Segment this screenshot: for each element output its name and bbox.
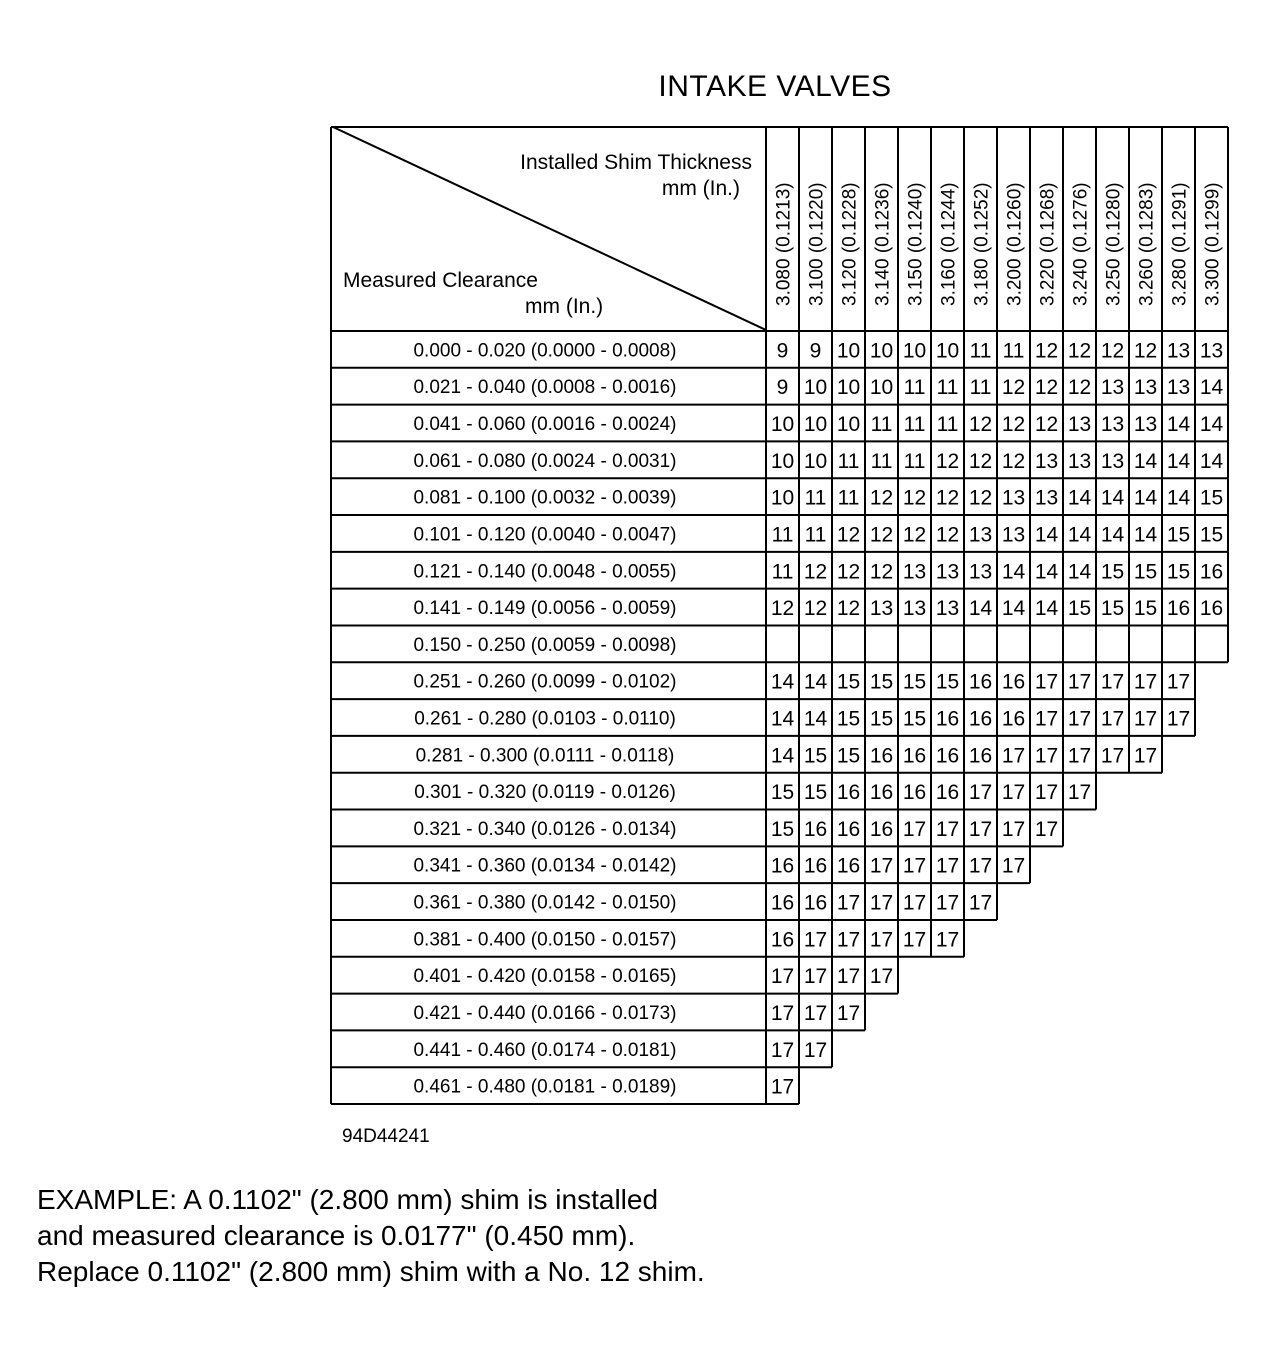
shim-number-cell: 12 (968, 413, 993, 437)
shim-number-cell: 12 (803, 560, 828, 584)
shim-number-cell: 17 (968, 854, 993, 878)
shim-number-cell: 15 (869, 670, 894, 694)
shim-number-cell: 17 (1067, 707, 1092, 731)
shim-number-cell: 10 (770, 413, 795, 437)
shim-number-cell: 10 (803, 376, 828, 400)
shim-number-cell: 11 (1002, 339, 1025, 363)
shim-number-cell: 11 (936, 413, 959, 437)
shim-number-cell: 17 (869, 965, 894, 989)
shim-number-cell: 15 (770, 817, 795, 841)
row-label: 0.461 - 0.480 (0.0181 - 0.0189) (413, 1076, 677, 1098)
shim-number-cell: 11 (771, 523, 794, 547)
shim-number-cell: 17 (836, 1001, 861, 1025)
shim-number-cell: 13 (869, 597, 894, 621)
shim-number-cell: 17 (1067, 670, 1092, 694)
shim-number-cell: 16 (869, 817, 894, 841)
column-header: 3.150 (0.1240) (905, 182, 927, 306)
shim-number-cell: 13 (1001, 486, 1026, 510)
shim-number-cell: 17 (1034, 781, 1059, 805)
shim-number-cell: 16 (1166, 597, 1191, 621)
shim-number-cell: 12 (1001, 376, 1026, 400)
shim-number-cell: 17 (968, 891, 993, 915)
shim-number-cell: 12 (836, 560, 861, 584)
column-header: 3.300 (0.1299) (1202, 182, 1224, 306)
installed-shim-units: mm (In.) (661, 177, 740, 200)
shim-number-cell: 15 (1166, 523, 1191, 547)
column-header: 3.100 (0.1220) (806, 182, 828, 306)
shim-number-cell: 13 (1199, 339, 1224, 363)
shim-number-cell: 16 (1001, 670, 1026, 694)
shim-number-cell: 12 (1067, 376, 1092, 400)
shim-number-cell: 15 (1100, 560, 1125, 584)
row-label: 0.101 - 0.120 (0.0040 - 0.0047) (413, 524, 677, 546)
shim-number-cell: 17 (1166, 670, 1191, 694)
shim-number-cell: 14 (1034, 523, 1059, 547)
shim-number-cell: 11 (870, 413, 893, 437)
column-headers (774, 182, 1224, 306)
row-label: 0.261 - 0.280 (0.0103 - 0.0110) (414, 708, 676, 730)
shim-number-cell: 17 (836, 891, 861, 915)
shim-number-cell: 11 (903, 376, 926, 400)
row-label: 0.000 - 0.020 (0.0000 - 0.0008) (413, 340, 677, 362)
shim-number-cell: 17 (968, 781, 993, 805)
shim-number-cell: 12 (902, 523, 927, 547)
shim-number-cell: 11 (804, 486, 827, 510)
shim-number-cell: 13 (1133, 413, 1158, 437)
shim-number-cell: 17 (1067, 744, 1092, 768)
shim-number-cell: 11 (870, 449, 893, 473)
shim-number-cell: 12 (1067, 339, 1092, 363)
shim-number-cell: 13 (902, 597, 927, 621)
shim-number-cell: 14 (1166, 413, 1191, 437)
shim-number-cell: 15 (902, 707, 927, 731)
shim-number-cell: 16 (968, 744, 993, 768)
shim-number-cell: 13 (968, 560, 993, 584)
shim-number-cell: 17 (836, 965, 861, 989)
row-label: 0.150 - 0.250 (0.0059 - 0.0098) (413, 634, 677, 656)
shim-number-cell: 17 (902, 891, 927, 915)
shim-number-cell: 12 (968, 449, 993, 473)
shim-number-cell: 17 (803, 1038, 828, 1062)
shim-number-cell: 17 (836, 928, 861, 952)
row-label: 0.401 - 0.420 (0.0158 - 0.0165) (413, 966, 677, 988)
shim-number-cell: 16 (902, 781, 927, 805)
shim-number-cell: 17 (935, 928, 960, 952)
column-header: 3.140 (0.1236) (872, 182, 894, 306)
shim-number-cell: 17 (803, 965, 828, 989)
shim-number-cell: 17 (1166, 707, 1191, 731)
shim-number-cell: 17 (1133, 707, 1158, 731)
shim-number-cell: 17 (1100, 670, 1125, 694)
shim-number-cell: 11 (804, 523, 827, 547)
shim-number-cell: 14 (1166, 449, 1191, 473)
row-label: 0.341 - 0.360 (0.0134 - 0.0142) (413, 855, 677, 877)
shim-number-cell: 13 (1001, 523, 1026, 547)
shim-number-cell: 14 (770, 707, 795, 731)
shim-number-cell: 17 (1133, 744, 1158, 768)
shim-number-cell: 9 (776, 376, 789, 400)
shim-number-cell: 11 (969, 376, 992, 400)
shim-number-cell: 14 (1100, 523, 1125, 547)
shim-number-cell: 16 (935, 744, 960, 768)
row-label: 0.061 - 0.080 (0.0024 - 0.0031) (413, 450, 677, 472)
row-label: 0.021 - 0.040 (0.0008 - 0.0016) (413, 377, 677, 399)
shim-number-cell: 17 (869, 854, 894, 878)
shim-number-cell: 17 (770, 1001, 795, 1025)
row-label: 0.361 - 0.380 (0.0142 - 0.0150) (413, 892, 677, 914)
shim-number-cell: 13 (1100, 449, 1125, 473)
shim-number-cell: 17 (935, 891, 960, 915)
shim-number-cell: 13 (1067, 413, 1092, 437)
shim-number-cell: 16 (935, 781, 960, 805)
shim-number-cell: 17 (1001, 817, 1026, 841)
column-header: 3.220 (0.1268) (1037, 182, 1059, 306)
shim-number-cell: 12 (1034, 339, 1059, 363)
shim-number-cell: 16 (968, 670, 993, 694)
shim-number-cell: 15 (1199, 523, 1224, 547)
example-line-2: and measured clearance is 0.0177" (0.450 mm). (37, 1220, 636, 1251)
shim-number-cell: 16 (1001, 707, 1026, 731)
shim-number-cell: 10 (869, 339, 894, 363)
shim-number-cell: 17 (1001, 781, 1026, 805)
shim-number-cell: 13 (1100, 413, 1125, 437)
shim-number-cell: 13 (935, 597, 960, 621)
example-line-1: EXAMPLE: A 0.1102" (2.800 mm) shim is installed (37, 1184, 659, 1215)
shim-number-cell: 15 (869, 707, 894, 731)
shim-number-cell: 13 (1067, 449, 1092, 473)
shim-number-cell: 12 (869, 523, 894, 547)
shim-number-cell: 12 (935, 486, 960, 510)
shim-number-cell: 17 (770, 1075, 795, 1099)
column-header: 3.120 (0.1228) (839, 182, 861, 306)
shim-number-cell: 13 (1166, 376, 1191, 400)
shim-number-cell: 14 (1100, 486, 1125, 510)
shim-number-cell: 13 (902, 560, 927, 584)
shim-number-cell: 17 (803, 1001, 828, 1025)
example-note (37, 1182, 705, 1290)
shim-number-cell: 12 (935, 449, 960, 473)
shim-number-cell: 11 (936, 376, 959, 400)
shim-number-cell: 13 (935, 560, 960, 584)
shim-number-cell: 16 (902, 744, 927, 768)
row-label: 0.281 - 0.300 (0.0111 - 0.0118) (415, 745, 675, 767)
shim-number-cell: 10 (869, 376, 894, 400)
shim-number-cell: 14 (1067, 523, 1092, 547)
row-label: 0.421 - 0.440 (0.0166 - 0.0173) (413, 1002, 677, 1024)
shim-number-cell: 9 (809, 339, 822, 363)
shim-number-cell: 15 (803, 744, 828, 768)
shim-number-cell: 13 (1100, 376, 1125, 400)
shim-number-cell: 12 (869, 560, 894, 584)
shim-number-cell: 15 (902, 670, 927, 694)
shim-number-cell: 16 (935, 707, 960, 731)
shim-number-cell: 17 (770, 965, 795, 989)
shim-number-cell: 12 (902, 486, 927, 510)
row-label: 0.041 - 0.060 (0.0016 - 0.0024) (413, 414, 677, 436)
shim-number-cell: 17 (902, 928, 927, 952)
shim-number-cell: 17 (1100, 707, 1125, 731)
shim-number-cell: 14 (1001, 560, 1026, 584)
row-label: 0.301 - 0.320 (0.0119 - 0.0126) (414, 782, 676, 804)
measured-clearance-header: Measured Clearance (343, 269, 538, 292)
shim-number-cell: 16 (803, 854, 828, 878)
shim-number-cell: 17 (1067, 781, 1092, 805)
column-header: 3.180 (0.1252) (971, 182, 993, 306)
shim-number-cell: 17 (803, 928, 828, 952)
row-label: 0.381 - 0.400 (0.0150 - 0.0157) (413, 929, 677, 951)
shim-number-cell: 14 (1199, 376, 1224, 400)
shim-number-cell: 12 (836, 523, 861, 547)
shim-number-cell: 14 (968, 597, 993, 621)
shim-number-cell: 12 (803, 597, 828, 621)
shim-number-cell: 14 (1067, 486, 1092, 510)
measured-clearance-units: mm (In.) (525, 295, 604, 318)
shim-number-cell: 15 (1133, 597, 1158, 621)
shim-number-cell: 14 (1001, 597, 1026, 621)
column-header: 3.080 (0.1213) (773, 182, 795, 306)
shim-number-cell: 17 (1034, 670, 1059, 694)
column-header: 3.200 (0.1260) (1004, 182, 1026, 306)
row-label: 0.121 - 0.140 (0.0048 - 0.0055) (413, 561, 677, 583)
shim-number-cell: 12 (836, 597, 861, 621)
shim-number-cell: 12 (869, 486, 894, 510)
shim-number-cell: 13 (1133, 376, 1158, 400)
column-header: 3.280 (0.1291) (1169, 182, 1191, 306)
shim-number-cell: 17 (968, 817, 993, 841)
shim-number-cell: 12 (1034, 413, 1059, 437)
shim-number-cell: 12 (1001, 449, 1026, 473)
shim-number-cell: 14 (770, 744, 795, 768)
shim-number-cell: 15 (1100, 597, 1125, 621)
shim-number-cell: 10 (935, 339, 960, 363)
shim-number-cell: 17 (1001, 854, 1026, 878)
shim-number-cell: 14 (1133, 523, 1158, 547)
shim-number-cell: 14 (1034, 597, 1059, 621)
column-header: 3.250 (0.1280) (1103, 182, 1125, 306)
shim-number-cell: 10 (770, 486, 795, 510)
shim-number-cell: 15 (836, 744, 861, 768)
shim-number-cell: 11 (837, 486, 860, 510)
shim-number-cell: 15 (1067, 597, 1092, 621)
installed-shim-header: Installed Shim Thickness (520, 151, 752, 174)
shim-number-cell: 10 (836, 339, 861, 363)
shim-number-cell: 15 (770, 781, 795, 805)
shim-number-cell: 12 (968, 486, 993, 510)
page-title: INTAKE VALVES (658, 70, 892, 103)
shim-number-cell: 17 (869, 891, 894, 915)
row-labels (413, 340, 676, 1097)
shim-number-cell: 11 (969, 339, 992, 363)
shim-number-cell: 17 (902, 817, 927, 841)
shim-number-cell: 13 (1166, 339, 1191, 363)
shim-number-cell: 15 (935, 670, 960, 694)
shim-number-cell: 13 (1034, 486, 1059, 510)
figure-id: 94D44241 (342, 1126, 430, 1147)
shim-number-cell: 14 (1067, 560, 1092, 584)
shim-number-cell: 16 (836, 817, 861, 841)
row-label: 0.321 - 0.340 (0.0126 - 0.0134) (413, 818, 677, 840)
shim-number-cell: 16 (968, 707, 993, 731)
shim-number-cell: 14 (1199, 413, 1224, 437)
row-label: 0.141 - 0.149 (0.0056 - 0.0059) (413, 598, 677, 620)
shim-number-cell: 13 (968, 523, 993, 547)
column-header: 3.260 (0.1283) (1136, 182, 1158, 306)
shim-number-cell: 17 (935, 854, 960, 878)
shim-number-cell: 17 (1100, 744, 1125, 768)
shim-number-cell: 17 (1034, 707, 1059, 731)
shim-number-cell: 10 (836, 376, 861, 400)
shim-number-cell: 12 (1034, 376, 1059, 400)
shim-number-cell: 15 (1133, 560, 1158, 584)
shim-number-cell: 12 (770, 597, 795, 621)
shim-number-cell: 16 (770, 928, 795, 952)
shim-number-cell: 16 (803, 891, 828, 915)
shim-number-cell: 17 (1133, 670, 1158, 694)
shim-number-cell: 17 (770, 1038, 795, 1062)
shim-number-cell: 16 (836, 781, 861, 805)
shim-number-cell: 16 (836, 854, 861, 878)
shim-number-cell: 12 (1100, 339, 1125, 363)
shim-number-cell: 10 (803, 449, 828, 473)
shim-number-cell: 16 (770, 891, 795, 915)
shim-number-cell: 15 (836, 670, 861, 694)
shim-number-cell: 10 (902, 339, 927, 363)
shim-number-cell: 16 (803, 817, 828, 841)
shim-number-cell: 10 (836, 413, 861, 437)
shim-number-cell: 16 (1199, 560, 1224, 584)
row-label: 0.251 - 0.260 (0.0099 - 0.0102) (413, 671, 677, 693)
shim-number-cell: 16 (869, 781, 894, 805)
shim-number-cell: 17 (869, 928, 894, 952)
example-line-3: Replace 0.1102" (2.800 mm) shim with a No. 12 shim. (37, 1256, 705, 1287)
shim-number-cell: 14 (1133, 449, 1158, 473)
shim-number-cell: 14 (1166, 486, 1191, 510)
shim-number-cell: 15 (1199, 486, 1224, 510)
shim-number-cell: 14 (770, 670, 795, 694)
shim-number-cell: 17 (1034, 744, 1059, 768)
shim-number-cell: 15 (803, 781, 828, 805)
column-header: 3.240 (0.1276) (1070, 182, 1092, 306)
shim-number-cell: 15 (836, 707, 861, 731)
shim-number-cell: 14 (1034, 560, 1059, 584)
shim-number-cell: 11 (771, 560, 794, 584)
shim-number-cell: 14 (803, 707, 828, 731)
shim-number-cell: 15 (1166, 560, 1191, 584)
shim-number-cell: 16 (1199, 597, 1224, 621)
shim-number-cell: 14 (803, 670, 828, 694)
shim-number-cell: 9 (776, 339, 789, 363)
shim-number-cell: 17 (935, 817, 960, 841)
shim-number-cell: 11 (837, 449, 860, 473)
shim-number-cell: 17 (1001, 744, 1026, 768)
shim-number-cell: 12 (1001, 413, 1026, 437)
shim-number-cell: 14 (1133, 486, 1158, 510)
shim-number-cell: 13 (1034, 449, 1059, 473)
shim-number-cell: 12 (1133, 339, 1158, 363)
shim-number-cell: 11 (903, 413, 926, 437)
shim-number-cell: 14 (1199, 449, 1224, 473)
shim-number-cell: 16 (770, 854, 795, 878)
shim-number-cell: 17 (1034, 817, 1059, 841)
row-label: 0.441 - 0.460 (0.0174 - 0.0181) (413, 1039, 677, 1061)
shim-number-cell: 11 (903, 449, 926, 473)
column-header: 3.160 (0.1244) (938, 182, 960, 306)
shim-number-cell: 10 (803, 413, 828, 437)
shim-number-cell: 10 (770, 449, 795, 473)
shim-number-cell: 17 (902, 854, 927, 878)
shim-number-cell: 12 (935, 523, 960, 547)
shim-number-cell: 16 (869, 744, 894, 768)
row-label: 0.081 - 0.100 (0.0032 - 0.0039) (413, 487, 677, 509)
